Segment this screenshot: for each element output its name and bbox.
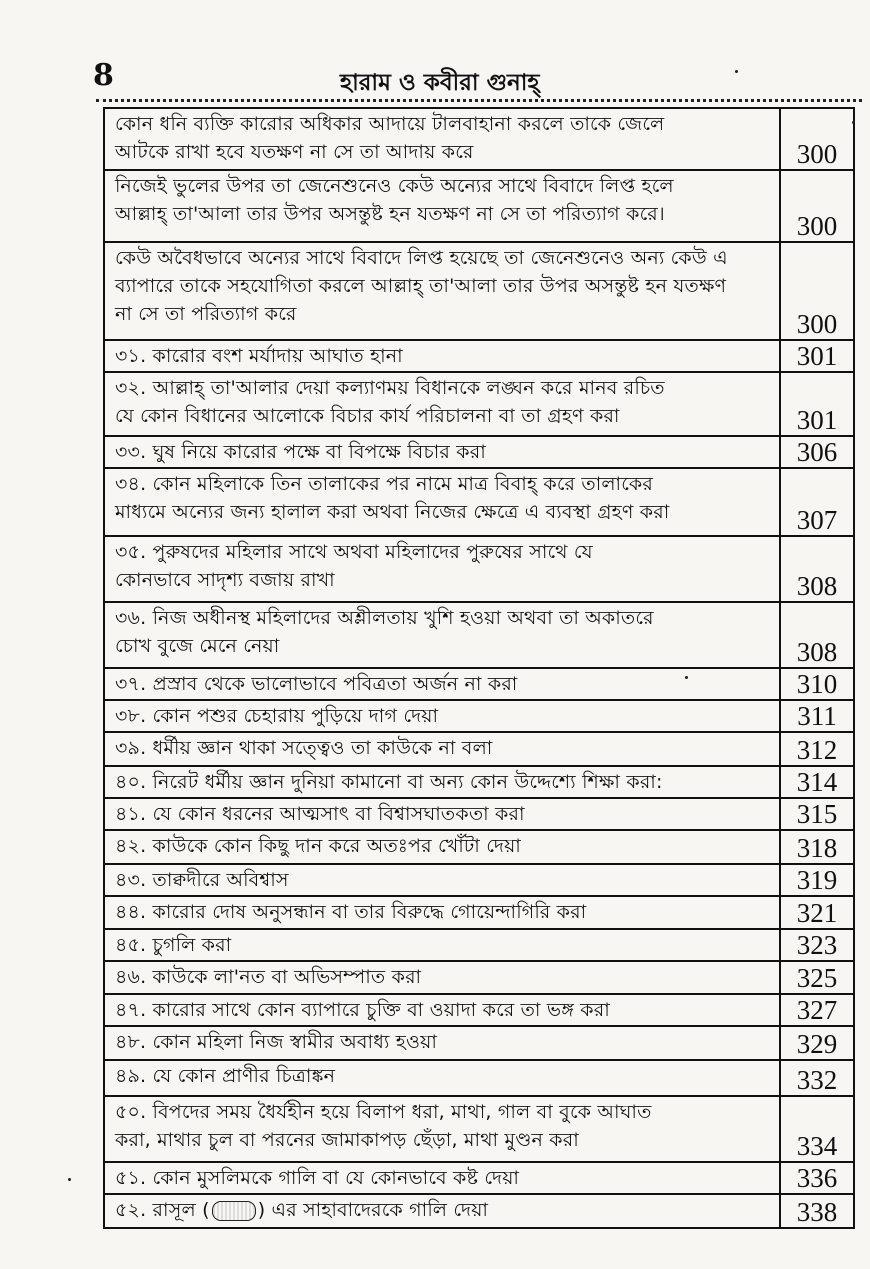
contents-table <box>103 107 855 1229</box>
toc-row <box>104 602 854 668</box>
salutation-seal-icon <box>212 1201 256 1221</box>
entry-title: ৪১. যে কোন ধরনের আত্মসাৎ বা বিশ্বাসঘাতকতা করা <box>104 798 780 830</box>
entry-title: ৪৬. কাউকে লা'নত বা অভিসম্পাত করা <box>104 961 780 994</box>
entry-title-end: ) এর সাহাবাদেরকে গালি দেয়া <box>257 1199 489 1221</box>
toc-row <box>104 732 854 766</box>
entry-title: কোন ধনি ব্যক্তি কারোর অধিকার আদায়ে টালবাহানা করলে তাকে জেলে আটকে রাখা হবে যতক্ষণ না সে তা আদায় করে <box>104 108 780 170</box>
entry-page-number: 338 <box>796 1197 838 1227</box>
entry-title: ৩১. কারোর বংশ মর্যাদায় আঘাত হানা <box>104 340 780 372</box>
toc-row <box>104 961 854 994</box>
entry-page-number: 310 <box>796 669 838 699</box>
toc-row <box>104 929 854 961</box>
toc-row <box>104 798 854 830</box>
entry-page-number: 329 <box>796 1029 838 1059</box>
entry-title: ৩৩. ঘুষ নিয়ে কারোর পক্ষে বা বিপক্ষে বিচার করা <box>104 436 780 468</box>
entry-page-number: 319 <box>796 865 838 895</box>
header-rule <box>96 99 862 102</box>
toc-row <box>104 1060 854 1096</box>
entry-title-start: ৫২. রাসূল ( <box>115 1199 210 1221</box>
entry-page-number: 311 <box>797 701 837 731</box>
print-speck <box>685 676 688 679</box>
entry-title: ৪৭. কারোর সাথে কোন ব্যাপারে চুক্তি বা ওয়াদা করে তা ভঙ্গ করা <box>104 994 780 1026</box>
entry-page-number: 308 <box>796 637 838 667</box>
entry-title: ৩৪. কোন মহিলাকে তিন তালাকের পর নামে মাত্র বিবাহ্ করে তালাকের মাধ্যমে অন্যের জন্য হালাল করা অথবা নিজের ক্ষেত্রে এ ব্যবস্থা গ্রহণ করা <box>104 468 780 536</box>
toc-row <box>104 468 854 536</box>
entry-title: ৪৮. কোন মহিলা নিজ স্বামীর অবাধ্য হওয়া <box>104 1026 780 1060</box>
toc-row <box>104 1096 854 1162</box>
entry-page-number: 300 <box>796 139 838 169</box>
entry-page-number: 323 <box>796 930 838 960</box>
entry-title: ৪৫. চুগলি করা <box>104 929 780 961</box>
entry-page-number: 300 <box>796 211 838 241</box>
toc-row <box>104 864 854 896</box>
entry-page-number: 334 <box>796 1131 838 1161</box>
entry-title: ৫১. কোন মুসলিমকে গালি বা যে কোনভাবে কষ্ট দেয়া <box>104 1162 780 1194</box>
toc-row <box>104 994 854 1026</box>
toc-row <box>104 536 854 602</box>
toc-row <box>104 340 854 372</box>
entry-title: কেউ অবৈধভাবে অন্যের সাথে বিবাদে লিপ্ত হয়েছে তা জেনেশুনেও অন্য কেউ এ ব্যাপারে তাকে সহযোগিতা করলে আল্লাহ্ তা'আলা তার উপর অসন্তুষ্ট হন যতক্ষণ না সে তা পরিত্যাগ করে <box>104 242 780 340</box>
entry-title: ৩৬. নিজ অধীনস্থ মহিলাদের অশ্লীলতায় খুশি হওয়া অথবা তা অকাতরে চোখ বুজে মেনে নেয়া <box>104 602 780 668</box>
toc-row <box>104 896 854 929</box>
toc-row <box>104 242 854 340</box>
entry-title: নিজেই ভুলের উপর তা জেনেশুনেও কেউ অন্যের সাথে বিবাদে লিপ্ত হলে আল্লাহ্ তা'আলা তার উপর অসন্তুষ্ট হন যতক্ষণ না সে তা পরিত্যাগ করে। <box>104 170 780 242</box>
toc-row <box>104 1194 854 1228</box>
entry-page-number: 315 <box>796 799 838 829</box>
toc-row <box>104 372 854 436</box>
toc-row <box>104 170 854 242</box>
entry-title: ৩৫. পুরুষদের মহিলার সাথে অথবা মহিলাদের পুরুষের সাথে যে কোনভাবে সাদৃশ্য বজায় রাখা <box>104 536 780 602</box>
toc-row <box>104 108 854 170</box>
toc-row <box>104 700 854 732</box>
print-speck <box>68 1178 71 1181</box>
entry-title: ৩২. আল্লাহ্ তা'আলার দেয়া কল্যাণময় বিধানকে লঙ্ঘন করে মানব রচিত যে কোন বিধানের আলোকে বিচার কার্য পরিচালনা বা তা গ্রহণ করা <box>104 372 780 436</box>
toc-row <box>104 830 854 864</box>
entry-page-number: 314 <box>796 767 838 797</box>
entry-page-number: 327 <box>796 995 838 1025</box>
toc-row <box>104 1026 854 1060</box>
entry-title: ৩৮. কোন পশুর চেহারায় পুড়িয়ে দাগ দেয়া <box>104 700 780 732</box>
page-number: 8 <box>93 58 114 93</box>
entry-title: ৪৩. তাক্বদীরে অবিশ্বাস <box>104 864 780 896</box>
entry-title <box>104 1194 780 1228</box>
entry-page-number: 321 <box>796 898 838 928</box>
entry-title: ৩৭. প্রস্রাব থেকে ভালোভাবে পবিত্রতা অর্জন না করা <box>104 668 780 700</box>
entry-page-number: 301 <box>796 405 838 435</box>
entry-page-number: 301 <box>796 341 838 371</box>
running-title: হারাম ও কবীরা গুনাহ্ <box>340 70 540 96</box>
entry-page-number: 307 <box>796 505 838 535</box>
entry-page-number: 306 <box>796 437 838 467</box>
entry-title: ৪৯. যে কোন প্রাণীর চিত্রাঙ্কন <box>104 1060 780 1096</box>
entry-page-number: 325 <box>796 963 838 993</box>
entry-page-number: 336 <box>796 1163 838 1193</box>
print-speck <box>735 70 738 73</box>
entry-page-number: 308 <box>796 571 838 601</box>
entry-title: ৪০. নিরেট ধর্মীয় জ্ঞান দুনিয়া কামানো বা অন্য কোন উদ্দেশ্যে শিক্ষা করা: <box>104 766 780 798</box>
entry-title: ৩৯. ধর্মীয় জ্ঞান থাকা সত্ত্বেও তা কাউকে না বলা <box>104 732 780 766</box>
entry-page-number: 300 <box>796 309 838 339</box>
toc-row <box>104 766 854 798</box>
toc-row <box>104 1162 854 1194</box>
entry-title: ৪২. কাউকে কোন কিছু দান করে অতঃপর খোঁটা দেয়া <box>104 830 780 864</box>
toc-row <box>104 436 854 468</box>
print-speck <box>852 121 855 124</box>
entry-page-number: 312 <box>796 735 838 765</box>
toc-row <box>104 668 854 700</box>
entry-page-number: 318 <box>796 833 838 863</box>
entry-title: ৪৪. কারোর দোষ অনুসন্ধান বা তার বিরুদ্ধে গোয়েন্দাগিরি করা <box>104 896 780 929</box>
entry-title: ৫০. বিপদের সময় ধৈর্যহীন হয়ে বিলাপ ধরা, মাথা, গাল বা বুকে আঘাত করা, মাথার চুল বা পরনের জামাকাপড় ছেঁড়া, মাথা মুণ্ডন করা <box>104 1096 780 1162</box>
entry-page-number: 332 <box>796 1065 838 1095</box>
